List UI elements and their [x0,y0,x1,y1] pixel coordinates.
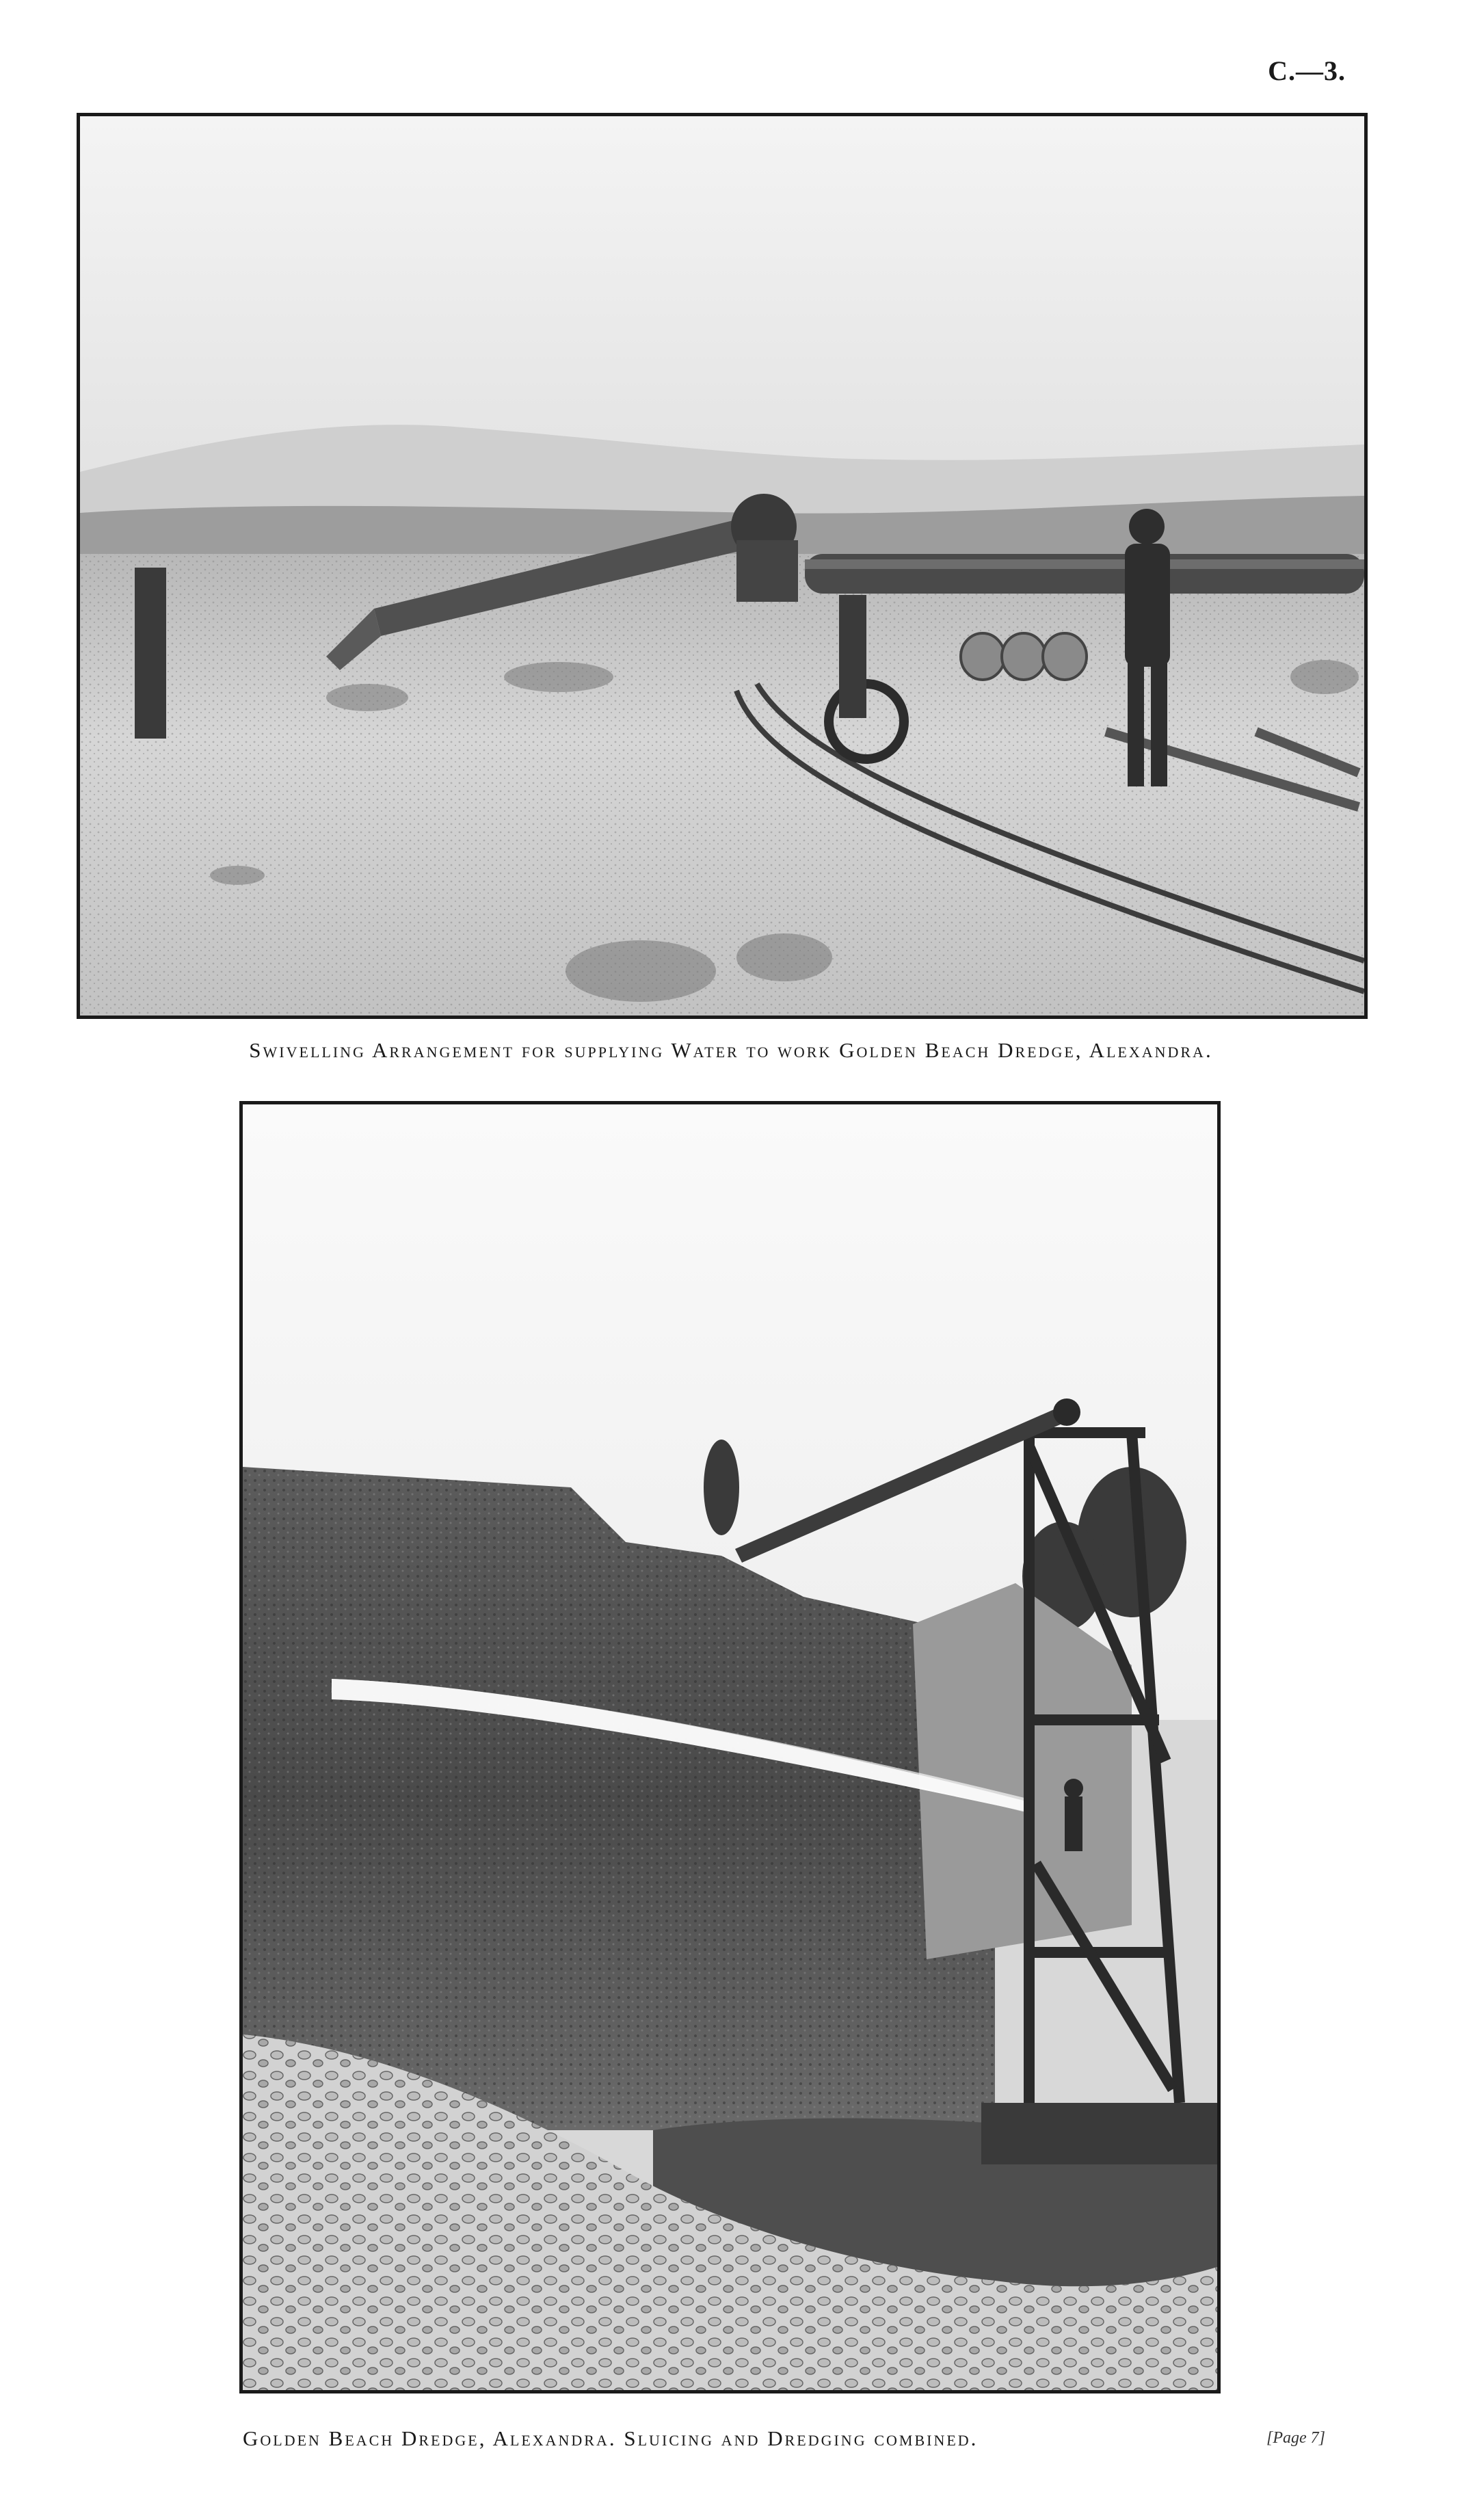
photo-swivelling-arrangement [77,113,1368,1019]
dredge-pontoon [981,2103,1217,2164]
photo-dredge-sluicing [239,1101,1221,2393]
page-reference: C.—3. [1268,55,1346,86]
swivelling-arrangement-illustration [80,116,1364,1016]
figure-caption-2: Golden Beach Dredge, Alexandra. Sluicing and Dredging combined. [243,2426,979,2450]
dredge-sluicing-illustration [243,1104,1217,2390]
wooden-post [135,568,166,739]
dredge-worker [1064,1779,1083,1851]
pipe-sections [961,633,1087,680]
figure-caption-1: Swivelling Arrangement for supplying Water to work Golden Beach Dredge, Alexandra. [249,1038,1213,1062]
page-marker: [Page 7] [1266,2429,1325,2447]
